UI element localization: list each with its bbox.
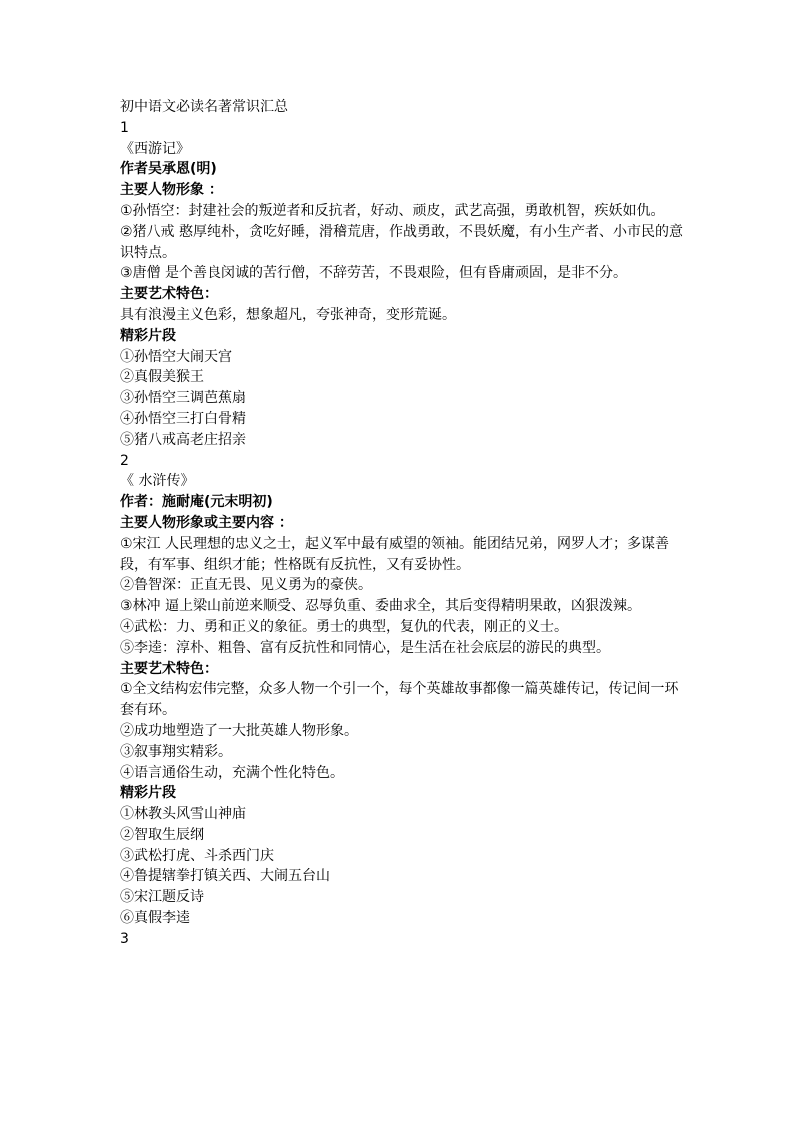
document-title: 初中语文必读名著常识汇总: [120, 99, 288, 115]
art-heading: 主要艺术特色：: [120, 660, 218, 677]
character-item: ③林冲 逼上梁山前逆来顺受、忍辱负重、委曲求全，其后变得精明果敢，凶狠泼辣。: [120, 598, 641, 615]
art-item: ②成功地塑造了一大批英雄人物形象。: [120, 722, 358, 739]
episode-item: ⑤猪八戒高老庄招亲: [120, 431, 246, 448]
episode-item: ②智取生辰纲: [120, 826, 204, 843]
episode-item: ⑤宋江题反诗: [120, 889, 204, 906]
art-item: 具有浪漫主义色彩，想象超凡，夸张神奇，变形荒诞。: [120, 306, 456, 323]
character-item: ⑤李逵：淳朴、粗鲁、富有反抗性和同情心，是生活在社会底层的游民的典型。: [120, 639, 610, 656]
episode-item: ③孙悟空三调芭蕉扇: [120, 390, 246, 407]
characters-heading: 主要人物形象 ：: [120, 182, 223, 199]
art-item: ①全文结构宏伟完整，众多人物一个引一个，每个英雄故事都像一篇英雄传记，传记间一环套有环。: [120, 681, 679, 719]
character-item: ③唐僧 是个善良闵诚的苦行僧，不辞劳苦，不畏艰险，但有昏庸顽固，是非不分。: [120, 265, 627, 282]
book-title: 《 水浒传》: [120, 473, 195, 490]
art-item: ④语言通俗生动，充满个性化特色。: [120, 764, 344, 781]
episode-item: ③武松打虎、斗杀西门庆: [120, 847, 274, 864]
episode-item: ⑥真假李逵: [120, 910, 190, 927]
book-title: 《西游记》: [120, 140, 190, 157]
episodes-heading: 精彩片段: [120, 785, 176, 802]
character-item: ②鲁智深：正直无畏、见义勇为的豪侠。: [120, 577, 372, 594]
character-item: ②猪八戒 憨厚纯朴，贪吃好睡，滑稽荒唐，作战勇敢，不畏妖魔，有小生产者、小市民的意识特点。: [120, 223, 683, 261]
author-line: 作者吴承恩(明): [120, 161, 217, 178]
episode-item: ①林教头风雪山神庙: [120, 806, 246, 823]
section-number: 1: [120, 119, 129, 136]
episode-item: ②真假美猴王: [120, 369, 204, 386]
section-number: 3: [120, 930, 129, 947]
episodes-heading: 精彩片段: [120, 327, 176, 344]
art-heading: 主要艺术特色：: [120, 286, 218, 303]
character-item: ④武松：力、勇和正义的象征。勇士的典型，复仇的代表，刚正的义士。: [120, 618, 568, 635]
document-page: [120, 97, 690, 950]
character-item: ①宋江 人民理想的忠义之士，起义军中最有威望的领袖。能团结兄弟，网罗人才；多谋善段，有军事、组织才能；性格既有反抗性，又有妥协性。: [120, 535, 669, 573]
characters-heading: 主要人物形象或主要内容 ：: [120, 514, 293, 531]
author-line: 作者：施耐庵(元末明初): [120, 494, 273, 511]
section-number: 2: [120, 452, 129, 469]
episode-item: ④孙悟空三打白骨精: [120, 410, 246, 427]
episode-item: ④鲁提辖拳打镇关西、大闹五台山: [120, 868, 330, 885]
art-item: ③叙事翔实精彩。: [120, 743, 232, 760]
character-item: ①孙悟空：封建社会的叛逆者和反抗者，好动、顽皮，武艺高强，勇敢机智，疾妖如仇。: [120, 202, 665, 219]
episode-item: ①孙悟空大闹天宫: [120, 348, 232, 365]
